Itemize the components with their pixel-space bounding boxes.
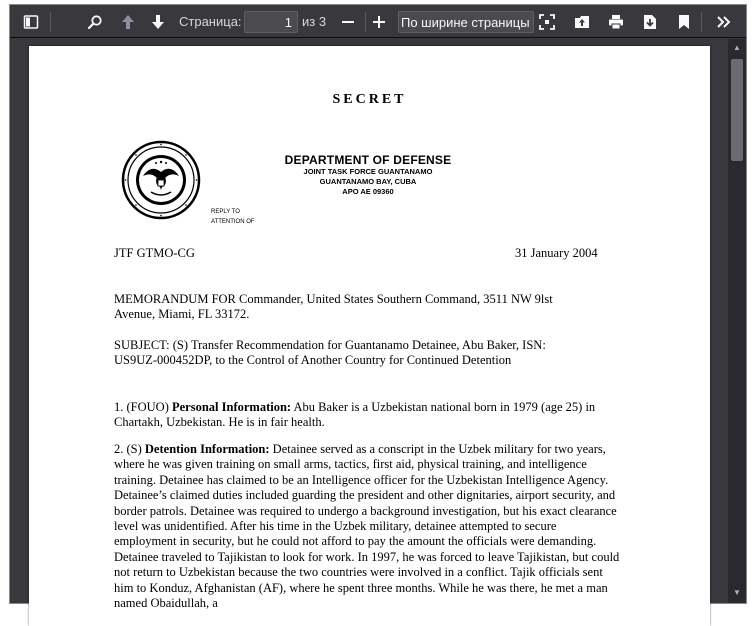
fullscreen-icon	[539, 14, 555, 30]
from-code: JTF GTMO-CG	[114, 246, 195, 260]
bookmark-icon	[676, 14, 692, 30]
p2-text: Detainee served as a conscript in the Uzbek military for two years, where he was given training on small arms, tactics, first aid, physical training, and intelligence training. Detainee has claimed to be an Intelligence officer for the Uzbekistan Intelligence Agency. Detainee’s claimed duties included guarding the president and other dignitaries, airport security, and border patrols. Detainee was required to undergo a background investigation, but his exact clearance level was unidentified. After his time in the Uzbek military, detainee attempted to secure employment in security, but he could not afford to pay the amount the officials were demanding. Detainee traveled to Tajikistan to look for work. In 1997, he was forced to leave Tajikistan, but could not return to Uzbekistan because the two countries were involved in a conflict. Tajik officials sent him to Konduz, Afghanistan (AF), where he spent three months. While he was there, he met a man named Obaidullah, a	[114, 442, 620, 611]
arrow-up-icon	[120, 14, 136, 30]
classification-header: SECRET	[332, 92, 407, 107]
paragraph-clip	[114, 442, 624, 626]
p2-heading: Detention Information:	[144, 442, 270, 456]
toolbar-separator	[50, 12, 51, 32]
letterhead	[255, 153, 481, 197]
previous-page-button[interactable]	[116, 10, 140, 34]
memo-date: 31 January 2004	[515, 246, 598, 260]
letterhead-department: DEPARTMENT OF DEFENSE	[284, 153, 452, 167]
vertical-scrollbar[interactable]	[728, 39, 746, 603]
letterhead-apo: APO AE 09360	[342, 187, 394, 196]
tools-chevron-icon	[716, 14, 732, 30]
page-count-label: из 3	[302, 14, 327, 29]
download-icon	[642, 14, 658, 30]
zoom-select[interactable]: По ширине страницы	[398, 11, 534, 33]
subject-line-1: SUBJECT: (S) Transfer Recommendation for Guantanamo Detainee, Abu Baker, ISN:	[114, 338, 546, 352]
department-of-defense-seal	[121, 140, 201, 220]
zoom-out-button[interactable]	[336, 10, 360, 34]
pdf-page	[29, 46, 710, 626]
open-file-button[interactable]	[570, 10, 594, 34]
reply-to-label	[211, 207, 255, 227]
attention-of-text: ATTENTION OF	[211, 219, 255, 225]
zoom-in-button[interactable]	[367, 10, 391, 34]
print-button[interactable]	[604, 10, 628, 34]
search-icon	[87, 14, 103, 30]
next-page-button[interactable]	[146, 10, 170, 34]
scroll-up-arrow-icon[interactable]: ▲	[733, 43, 741, 52]
find-button[interactable]	[83, 10, 107, 34]
subject-line-2: US9UZ-000452DP, to the Control of Another Country for Continued Detention	[114, 353, 512, 367]
tools-button[interactable]	[712, 10, 736, 34]
memo-for-line-1: MEMORANDUM FOR Commander, United States Southern Command, 3511 NW 9lst	[114, 292, 553, 306]
toolbar	[10, 5, 746, 38]
document-viewer[interactable]	[10, 39, 728, 611]
arrow-down-icon	[150, 14, 166, 30]
sidebar-toggle-icon	[23, 14, 39, 30]
presentation-mode-button[interactable]	[535, 10, 559, 34]
toolbar-separator	[365, 12, 366, 32]
p2-prefix: 2. (S)	[114, 442, 145, 456]
p1-text: Abu Baker is a Uzbekistan national born in 1979 (age 25) in Chartakh, Uzbekistan. He is in fair health.	[114, 400, 596, 430]
bookmark-button[interactable]	[672, 10, 696, 34]
reply-to-text: REPLY TO	[211, 209, 240, 215]
scroll-down-arrow-icon[interactable]: ▼	[733, 588, 741, 597]
toolbar-separator	[701, 12, 702, 32]
memo-for-line-2: Avenue, Miami, FL 33172.	[114, 307, 250, 321]
scrollbar-thumb[interactable]	[731, 59, 743, 161]
document-content	[29, 46, 710, 626]
open-file-icon	[574, 14, 590, 30]
download-button[interactable]	[638, 10, 662, 34]
p1-prefix: 1. (FOUO)	[114, 400, 172, 414]
page-number-input[interactable]	[244, 11, 298, 33]
paragraph-detention-information	[114, 442, 620, 611]
page-number-label: Страница:	[179, 14, 242, 29]
pdf-viewer-window	[9, 4, 747, 611]
paragraph-personal-information	[114, 400, 620, 431]
sidebar-toggle-button[interactable]	[19, 10, 43, 34]
p1-heading: Personal Information:	[171, 400, 292, 414]
print-icon	[608, 14, 624, 30]
letterhead-unit: JOINT TASK FORCE GUANTANAMO	[303, 167, 433, 176]
plus-icon	[371, 14, 387, 30]
minus-icon	[340, 14, 356, 30]
letterhead-location: GUANTANAMO BAY, CUBA	[319, 177, 417, 186]
